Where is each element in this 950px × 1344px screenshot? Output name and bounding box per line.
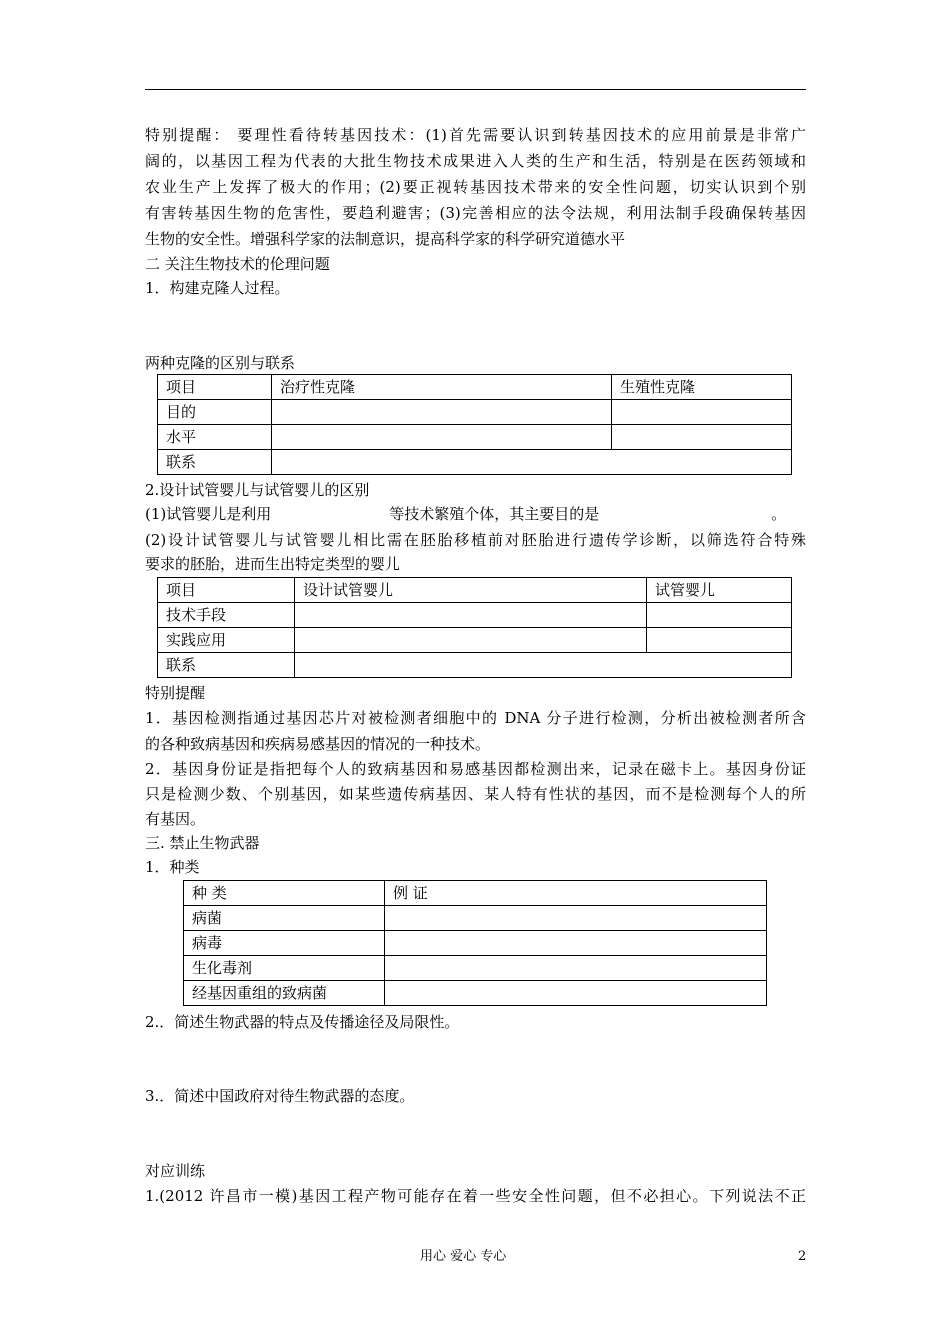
table-header-cell: 种 类 xyxy=(184,881,385,906)
table-header-cell: 项目 xyxy=(158,375,272,400)
reminder-2-line-4: 只是检测少数、个别基因，如某些遗传病基因、某人特有性状的基因，而不是检测每个人的所 xyxy=(145,785,806,803)
design-ivf-line-2: 要求的胚胎，进而生出特定类型的婴儿 xyxy=(145,555,401,573)
table-row xyxy=(158,425,792,450)
table-cell xyxy=(385,931,767,956)
table-row xyxy=(184,956,767,981)
design-ivf-line-1: (2)设计试管婴儿与试管婴儿相比需在胚胎移植前对胚胎进行遗传学诊断，以筛选符合特殊 xyxy=(145,531,806,549)
table-cell xyxy=(295,603,647,628)
table-cell xyxy=(272,400,612,425)
table-header-cell: 生殖性克隆 xyxy=(612,375,792,400)
footer-slogan: 用心 爱心 专心 xyxy=(420,1249,507,1264)
table-cell xyxy=(647,628,792,653)
reminder-line-4: 有害转基因生物的危害性，要趋利避害；(3)完善相应的法令法规，利用法制手段确保转基因 xyxy=(145,204,806,222)
reminder-2-title: 特别提醒 xyxy=(145,684,206,702)
reminder-2-line-1: 1．基因检测指通过基因芯片对被检测者细胞中的 DNA 分子进行检测，分析出被检测者所含 xyxy=(145,709,806,727)
table-row-label: 联系 xyxy=(158,450,272,475)
blank-text-end: 。 xyxy=(771,505,787,523)
table-cell xyxy=(647,603,792,628)
table-row-label: 病毒 xyxy=(184,931,385,956)
reminder-2-line-5: 有基因。 xyxy=(145,810,206,828)
table-row-label: 经基因重组的致病菌 xyxy=(184,981,385,1006)
reminder-line-2: 阔的，以基因工程为代表的大批生物技术成果进入人类的生产和生活，特别是在医药领域和 xyxy=(145,152,806,170)
header-rule xyxy=(145,89,806,90)
bioweapon-types-table xyxy=(183,880,767,1006)
table-row-label: 目的 xyxy=(158,400,272,425)
table-row-label: 技术手段 xyxy=(158,603,295,628)
blank-text-part-2: 等技术繁殖个体，其主要目的是 xyxy=(389,505,600,523)
clone-comparison-table xyxy=(157,374,792,475)
table-cell xyxy=(385,956,767,981)
section-2-heading: 二 关注生物技术的伦理问题 xyxy=(145,255,330,273)
reminder-line-1: 特别提醒： 要理性看待转基因技术：(1)首先需要认识到转基因技术的应用前景是非常广 xyxy=(145,126,806,144)
table-header-cell: 试管婴儿 xyxy=(647,578,792,603)
table-row-label: 生化毒剂 xyxy=(184,956,385,981)
table-row xyxy=(158,400,792,425)
ivf-comparison-table xyxy=(157,577,792,678)
table-row-label: 联系 xyxy=(158,653,295,678)
table-header-cell: 设计试管婴儿 xyxy=(295,578,647,603)
table-row-label: 病菌 xyxy=(184,906,385,931)
ivf-fill-in-line xyxy=(145,503,810,525)
reminder-line-3: 农业生产上发挥了极大的作用；(2)要正视转基因技术带来的安全性问题，切实认识到个别 xyxy=(145,178,806,196)
practice-question-1: 1.(2012 许昌市一模)基因工程产物可能存在着一些安全性问题，但不必担心。下列说法不正 xyxy=(145,1187,806,1205)
table-header-row xyxy=(184,881,767,906)
section-3-heading: 三. 禁止生物武器 xyxy=(145,834,260,852)
table-row xyxy=(158,450,792,475)
table-row-label: 实践应用 xyxy=(158,628,295,653)
ivf-difference-item: 2.设计试管婴儿与试管婴儿的区别 xyxy=(145,481,370,499)
reminder-2-line-2: 的各种致病基因和疾病易感基因的情况的一种技术。 xyxy=(145,735,491,753)
weapon-types-item: 1．种类 xyxy=(145,858,200,876)
page-number: 2 xyxy=(798,1249,807,1264)
table-header-row xyxy=(158,578,792,603)
table-header-row xyxy=(158,375,792,400)
table-cell xyxy=(612,400,792,425)
table-cell xyxy=(385,906,767,931)
table-row-label: 水平 xyxy=(158,425,272,450)
blank-text-part-1: (1)试管婴儿是利用 xyxy=(145,505,272,523)
clone-process-item: 1．构建克隆人过程。 xyxy=(145,279,290,297)
practice-title: 对应训练 xyxy=(145,1162,206,1180)
table-row xyxy=(158,628,792,653)
table-row xyxy=(184,931,767,956)
table-cell xyxy=(612,425,792,450)
table-header-cell: 项目 xyxy=(158,578,295,603)
table-header-cell: 例 证 xyxy=(385,881,767,906)
table-cell xyxy=(385,981,767,1006)
reminder-2-line-3: 2．基因身份证是指把每个人的致病基因和易感基因都检测出来，记录在磁卡上。基因身份证 xyxy=(145,760,806,778)
china-attitude-item: 3.．简述中国政府对待生物武器的态度。 xyxy=(145,1087,415,1105)
table-row xyxy=(158,653,792,678)
table-cell xyxy=(295,628,647,653)
reminder-line-5: 生物的安全性。增强科学家的法制意识，提高科学家的科学研究道德水平 xyxy=(145,230,626,248)
table-header-cell: 治疗性克隆 xyxy=(272,375,612,400)
table-cell xyxy=(272,450,792,475)
table-row xyxy=(184,981,767,1006)
table-cell xyxy=(272,425,612,450)
table-row xyxy=(184,906,767,931)
clone-table-caption: 两种克隆的区别与联系 xyxy=(145,354,296,372)
table-cell xyxy=(295,653,792,678)
weapon-features-item: 2.．简述生物武器的特点及传播途径及局限性。 xyxy=(145,1013,460,1031)
table-row xyxy=(158,603,792,628)
